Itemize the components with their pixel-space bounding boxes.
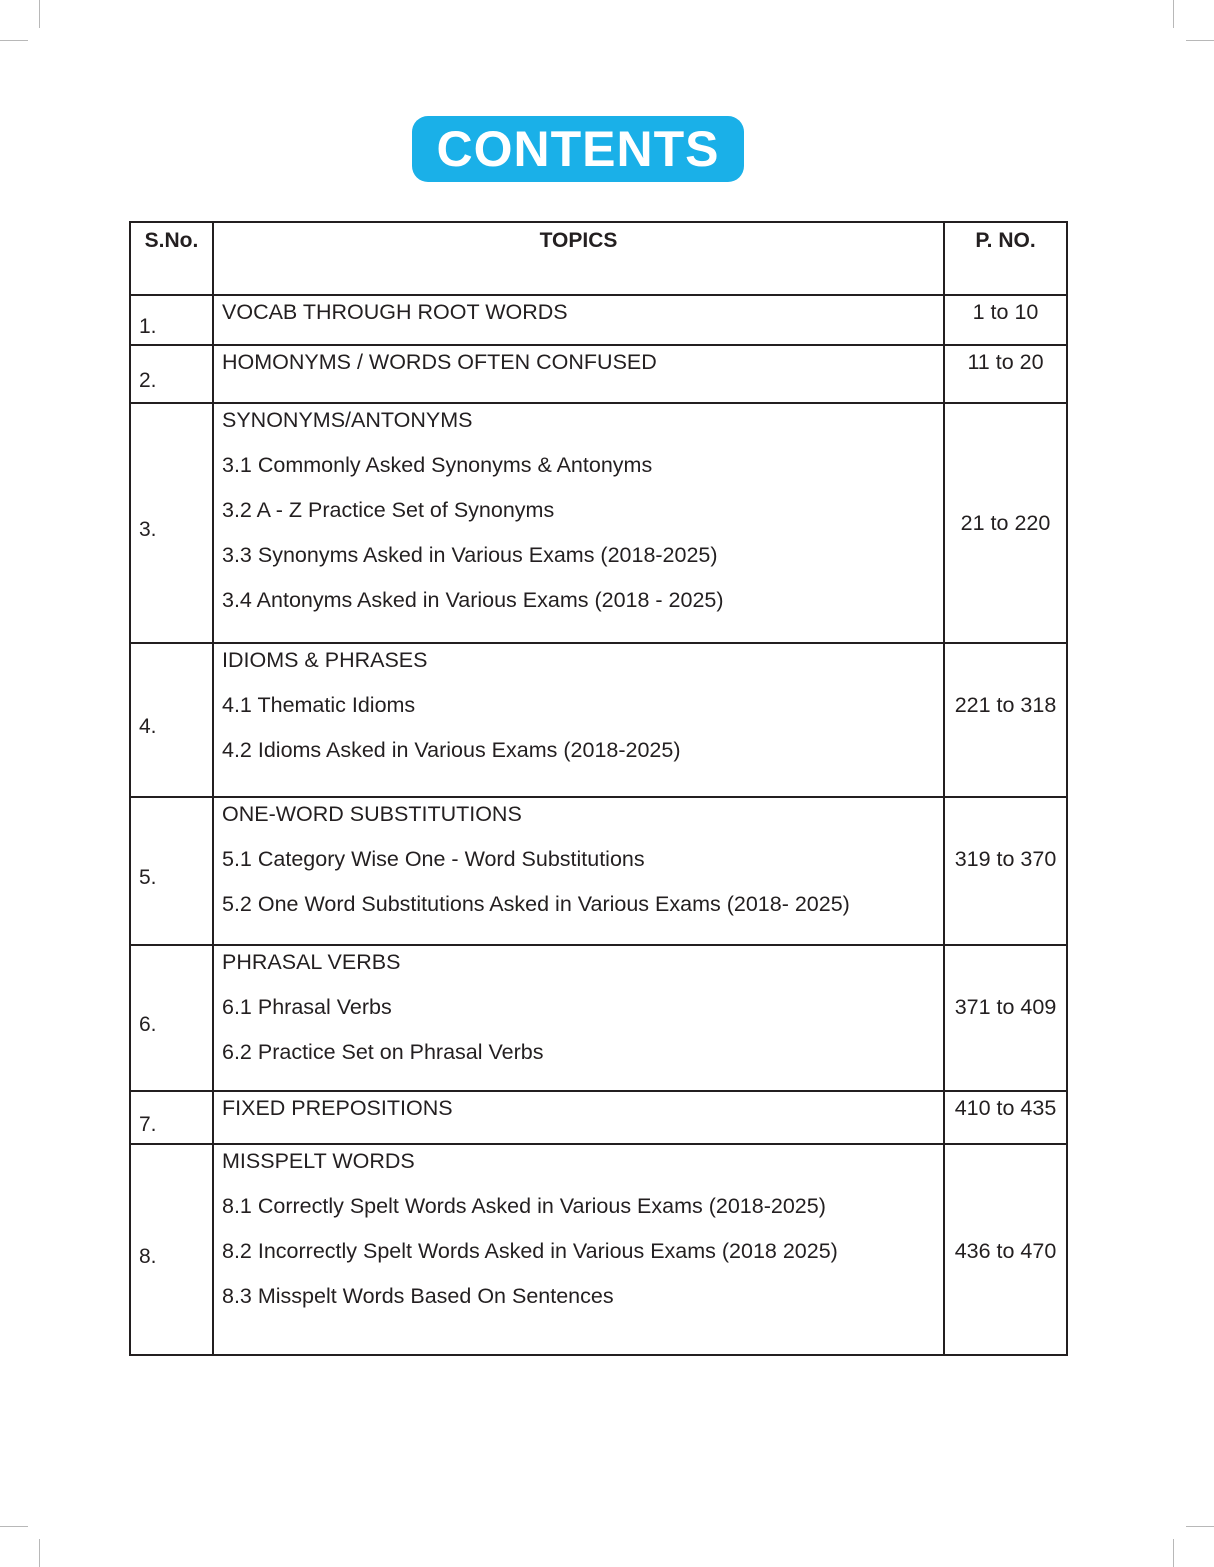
crop-mark	[39, 1539, 40, 1567]
topic-line: 4.1 Thematic Idioms	[222, 693, 416, 717]
row-sno: 8.	[130, 1144, 213, 1355]
topic-line: MISSPELT WORDS	[222, 1149, 415, 1173]
row-topics	[213, 1091, 944, 1144]
topic-line: 3.4 Antonyms Asked in Various Exams (2018 - 2025)	[222, 588, 724, 612]
table-row	[130, 1144, 1067, 1355]
contents-table	[129, 221, 1068, 1356]
crop-mark	[0, 1526, 28, 1527]
row-page-range: 371 to 409	[944, 945, 1067, 1091]
row-page-range: 21 to 220	[944, 403, 1067, 643]
crop-mark	[1173, 1539, 1174, 1567]
row-sno: 6.	[130, 945, 213, 1091]
row-page-range: 410 to 435	[944, 1091, 1067, 1144]
header-pno: P. NO.	[944, 222, 1067, 295]
crop-mark	[39, 0, 40, 28]
topic-line: HOMONYMS / WORDS OFTEN CONFUSED	[222, 350, 657, 374]
row-page-range: 11 to 20	[944, 345, 1067, 403]
topic-line: PHRASAL VERBS	[222, 950, 401, 974]
row-topics	[213, 295, 944, 345]
table-row	[130, 1091, 1067, 1144]
topic-line: 3.3 Synonyms Asked in Various Exams (2018-2025)	[222, 543, 718, 567]
crop-mark	[1186, 1526, 1214, 1527]
topic-line: 8.1 Correctly Spelt Words Asked in Various Exams (2018-2025)	[222, 1194, 826, 1218]
header-topics: TOPICS	[213, 222, 944, 295]
table-row	[130, 403, 1067, 643]
topic-line: ONE-WORD SUBSTITUTIONS	[222, 802, 522, 826]
row-topics	[213, 945, 944, 1091]
page-title: CONTENTS	[412, 116, 744, 182]
row-sno: 1.	[130, 295, 213, 345]
topic-line: 8.3 Misspelt Words Based On Sentences	[222, 1284, 614, 1308]
row-page-range: 221 to 318	[944, 643, 1067, 797]
table-row	[130, 295, 1067, 345]
topic-line: 5.2 One Word Substitutions Asked in Various Exams (2018- 2025)	[222, 892, 850, 916]
topic-line: 6.1 Phrasal Verbs	[222, 995, 392, 1019]
row-sno: 2.	[130, 345, 213, 403]
header-sno: S.No.	[130, 222, 213, 295]
topic-line: 5.1 Category Wise One - Word Substitutions	[222, 847, 645, 871]
crop-mark	[1186, 40, 1214, 41]
row-page-range: 1 to 10	[944, 295, 1067, 345]
crop-mark	[0, 40, 28, 41]
table-row	[130, 643, 1067, 797]
table-row	[130, 797, 1067, 945]
row-topics	[213, 643, 944, 797]
row-page-range: 436 to 470	[944, 1144, 1067, 1355]
row-sno: 5.	[130, 797, 213, 945]
crop-mark	[1173, 0, 1174, 28]
row-sno: 3.	[130, 403, 213, 643]
row-page-range: 319 to 370	[944, 797, 1067, 945]
topic-line: 3.1 Commonly Asked Synonyms & Antonyms	[222, 453, 653, 477]
table-row	[130, 945, 1067, 1091]
table-row	[130, 345, 1067, 403]
row-topics	[213, 403, 944, 643]
table-header-row	[130, 222, 1067, 295]
row-sno: 4.	[130, 643, 213, 797]
topic-line: IDIOMS & PHRASES	[222, 648, 428, 672]
topic-line: VOCAB THROUGH ROOT WORDS	[222, 300, 568, 324]
row-topics	[213, 797, 944, 945]
topic-line: SYNONYMS/ANTONYMS	[222, 408, 473, 432]
topic-line: 8.2 Incorrectly Spelt Words Asked in Various Exams (2018 2025)	[222, 1239, 838, 1263]
topic-line: 4.2 Idioms Asked in Various Exams (2018-2025)	[222, 738, 681, 762]
row-sno: 7.	[130, 1091, 213, 1144]
topic-line: FIXED PREPOSITIONS	[222, 1096, 453, 1120]
row-topics	[213, 1144, 944, 1355]
row-topics	[213, 345, 944, 403]
topic-line: 6.2 Practice Set on Phrasal Verbs	[222, 1040, 544, 1064]
topic-line: 3.2 A - Z Practice Set of Synonyms	[222, 498, 555, 522]
